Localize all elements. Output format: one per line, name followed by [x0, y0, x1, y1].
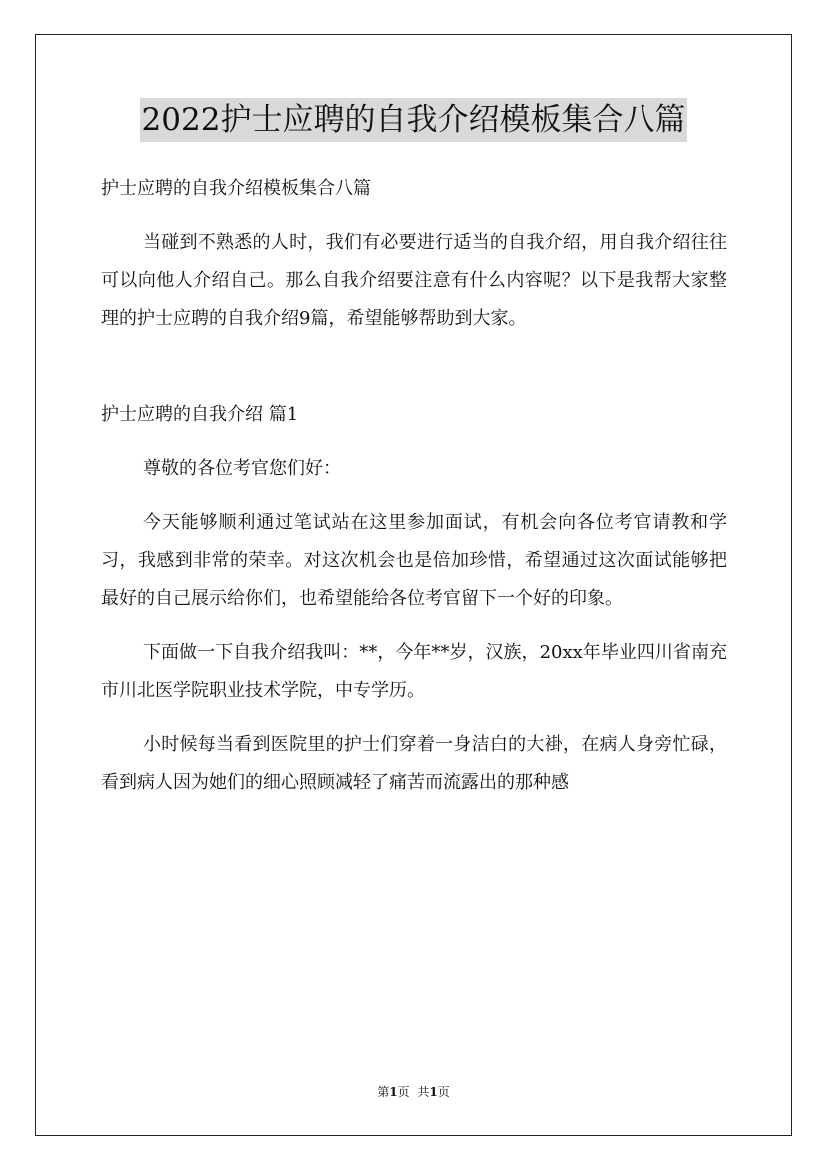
body-paragraph: 下面做一下自我介绍我叫：**，今年**岁，汉族，20xx年毕业四川省南充市川北医学院职业技术学院，中专学历。: [101, 642, 727, 701]
page-total-suffix: 页: [437, 1085, 450, 1099]
document-subtitle: 护士应聘的自我介绍模板集合八篇: [101, 178, 371, 199]
paragraph-spacer: [101, 338, 727, 376]
page-number-suffix: 页: [397, 1085, 410, 1099]
intro-paragraph: 当碰到不熟悉的人时，我们有必要进行适当的自我介绍，用自我介绍往往可以向他人介绍自己。那么自我介绍要注意有什么内容呢？以下是我帮大家整理的护士应聘的自我介绍9篇，希望能够帮助到大家。: [101, 232, 727, 329]
body-paragraph: 今天能够顺利通过笔试站在这里参加面试，有机会向各位考官请教和学习，我感到非常的荣幸。对这次机会也是倍加珍惜，希望通过这次面试能够把最好的自己展示给你们，也希望能给各位考官留下一个好的印象。: [101, 512, 727, 609]
section-heading: 护士应聘的自我介绍 篇1: [101, 404, 299, 425]
page-total-prefix: 共: [417, 1085, 430, 1099]
page-footer: [0, 1083, 827, 1100]
page-number-current: 1: [389, 1085, 398, 1099]
document-title: 2022护士应聘的自我介绍模板集合八篇: [140, 98, 688, 142]
page-number-prefix: 第: [377, 1085, 390, 1099]
title-container: [0, 98, 827, 142]
document-body: [101, 170, 727, 802]
body-paragraph: 小时候每当看到医院里的护士们穿着一身洁白的大褂，在病人身旁忙碌，看到病人因为她们的细心照顾减轻了痛苦而流露出的那种感: [101, 734, 727, 793]
page-total-count: 1: [429, 1085, 438, 1099]
greeting-paragraph: 尊敬的各位考官您们好：: [143, 458, 341, 479]
